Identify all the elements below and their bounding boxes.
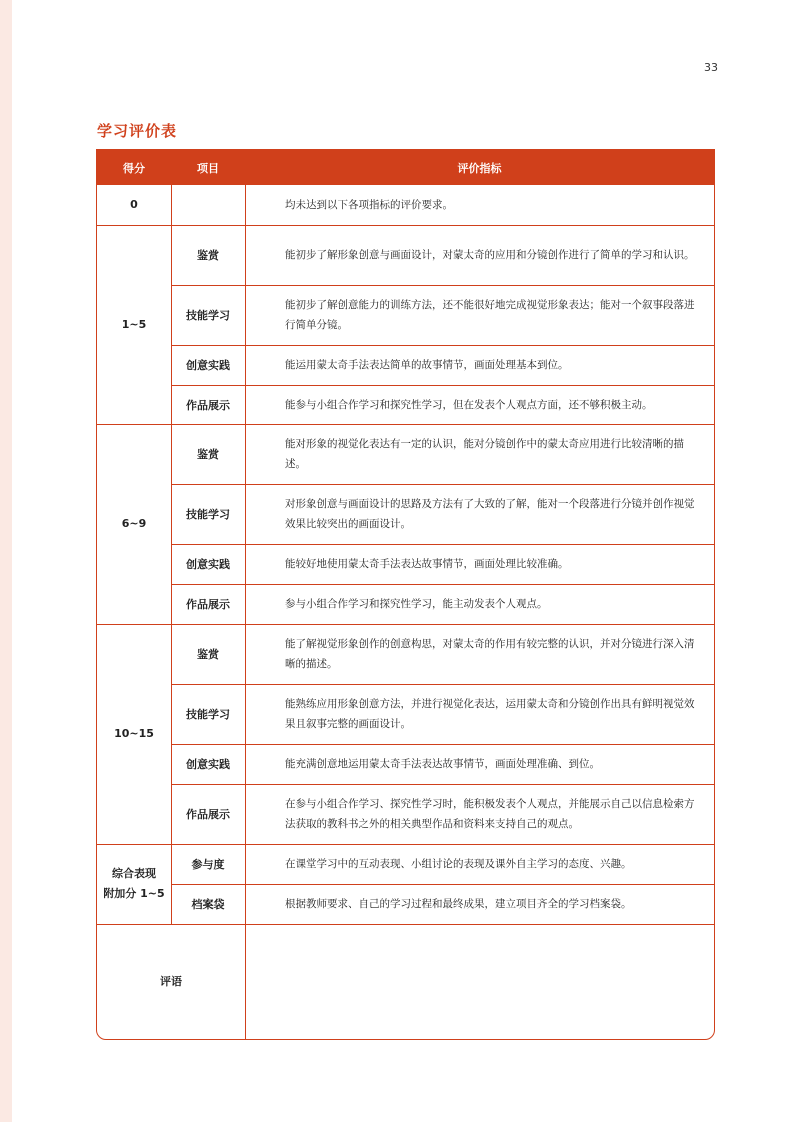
criteria-text: 能运用蒙太奇手法表达简单的故事情节，画面处理基本到位。 bbox=[285, 359, 569, 371]
row-divider bbox=[171, 884, 714, 885]
criteria-text: 能对形象的视觉化表达有一定的认识，能对分镜创作中的蒙太奇应用进行比较清晰的描述。 bbox=[285, 438, 684, 470]
item-label: 鉴赏 bbox=[197, 249, 219, 262]
row-divider bbox=[97, 424, 714, 425]
criteria-text: 能初步了解创意能力的训练方法，还不能很好地完成视觉形象表达；能对一个叙事段落进行简单分镜。 bbox=[285, 299, 695, 331]
bonus-line-2: 附加分 1~5 bbox=[103, 887, 165, 900]
criteria-text: 在课堂学习中的互动表现、小组讨论的表现及课外自主学习的态度、兴趣。 bbox=[285, 858, 632, 870]
header-score: 得分 bbox=[97, 150, 171, 185]
item-label: 创意实践 bbox=[186, 359, 230, 372]
score-6-9: 6~9 bbox=[121, 517, 147, 530]
column-divider bbox=[245, 185, 246, 1039]
row-divider bbox=[97, 624, 714, 625]
row-divider bbox=[171, 584, 714, 585]
criteria-text: 能充满创意地运用蒙太奇手法表达故事情节，画面处理准确、到位。 bbox=[285, 758, 600, 770]
row-divider bbox=[97, 844, 714, 845]
item-label: 技能学习 bbox=[186, 708, 230, 721]
item-label: 技能学习 bbox=[186, 508, 230, 521]
item-label: 参与度 bbox=[191, 858, 225, 871]
item-label: 作品展示 bbox=[186, 808, 230, 821]
row-divider bbox=[171, 385, 714, 386]
row-divider bbox=[171, 484, 714, 485]
criteria-text: 参与小组合作学习和探究性学习，能主动发表个人观点。 bbox=[285, 598, 548, 610]
item-label: 鉴赏 bbox=[197, 648, 219, 661]
score-1-5: 1~5 bbox=[121, 317, 147, 331]
item-label: 作品展示 bbox=[186, 398, 230, 412]
bonus-line-1: 综合表现 bbox=[112, 867, 156, 880]
row-divider bbox=[171, 544, 714, 545]
item-label: 创意实践 bbox=[186, 558, 230, 571]
page-number: 33 bbox=[704, 61, 718, 74]
criteria-text: 在参与小组合作学习、探究性学习时，能积极发表个人观点，并能展示自己以信息检索方法获取的教科书之外的相关典型作品和资料来支持自己的观点。 bbox=[285, 798, 695, 830]
score-0: 0 bbox=[130, 198, 138, 211]
criteria-text: 能参与小组合作学习和探究性学习，但在发表个人观点方面，还不够积极主动。 bbox=[285, 398, 653, 411]
page-title: 学习评价表 bbox=[97, 122, 178, 140]
comment-area bbox=[245, 924, 714, 1039]
row-divider bbox=[97, 924, 714, 925]
row-divider bbox=[171, 784, 714, 785]
criteria-text: 根据教师要求、自己的学习过程和最终成果，建立项目齐全的学习档案袋。 bbox=[285, 898, 632, 910]
score-bonus bbox=[97, 844, 171, 924]
criteria-text: 能熟练应用形象创意方法，并进行视觉化表达，运用蒙太奇和分镜创作出具有鲜明视觉效果且叙事完整的画面设计。 bbox=[285, 698, 695, 730]
row-divider bbox=[97, 225, 714, 226]
comment-label: 评语 bbox=[160, 974, 182, 988]
criteria-text: 均未达到以下各项指标的评价要求。 bbox=[285, 199, 453, 211]
header-criteria: 评价指标 bbox=[245, 150, 714, 185]
row-divider bbox=[171, 345, 714, 346]
item-label: 技能学习 bbox=[186, 309, 230, 322]
row-divider bbox=[171, 285, 714, 286]
row-divider bbox=[171, 684, 714, 685]
item-label: 鉴赏 bbox=[197, 448, 219, 461]
criteria-text: 能较好地使用蒙太奇手法表达故事情节，画面处理比较准确。 bbox=[285, 558, 569, 570]
header-item: 项目 bbox=[171, 150, 245, 185]
criteria-text: 对形象创意与画面设计的思路及方法有了大致的了解，能对一个段落进行分镜并创作视觉效果比较突出的画面设计。 bbox=[285, 498, 695, 530]
column-divider bbox=[171, 185, 172, 924]
item-label: 作品展示 bbox=[186, 598, 230, 611]
evaluation-table bbox=[96, 149, 715, 1040]
item-label: 创意实践 bbox=[186, 758, 230, 771]
page-edge-strip bbox=[0, 0, 12, 1122]
score-10-15: 10~15 bbox=[114, 727, 154, 740]
row-divider bbox=[171, 744, 714, 745]
criteria-text: 能了解视觉形象创作的创意构思，对蒙太奇的作用有较完整的认识，并对分镜进行深入清晰的描述。 bbox=[285, 638, 695, 670]
item-label: 档案袋 bbox=[191, 898, 225, 911]
criteria-text: 能初步了解形象创意与画面设计，对蒙太奇的应用和分镜创作进行了简单的学习和认识。 bbox=[285, 249, 695, 261]
